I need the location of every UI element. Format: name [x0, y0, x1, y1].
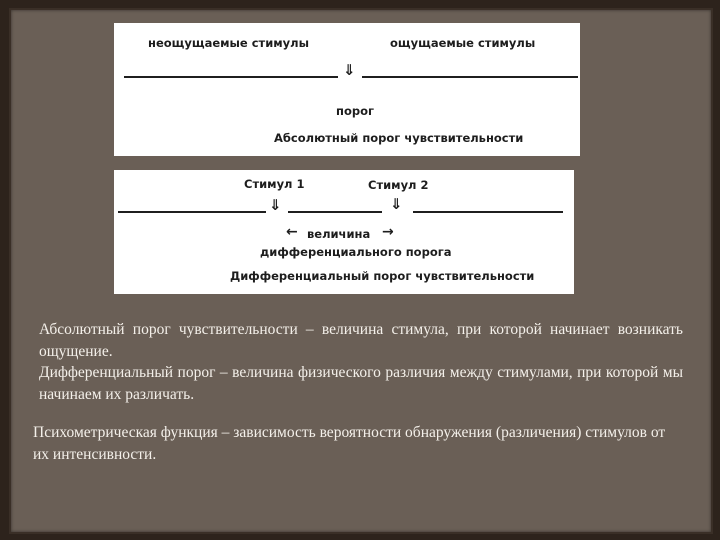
stimulus-axis-segment-1	[118, 211, 266, 213]
stimulus-2-arrow-icon: ⇓	[390, 195, 403, 213]
arrow-right-icon: →	[382, 224, 394, 240]
arrow-left-icon: ←	[286, 224, 298, 240]
stimulus-1-arrow-icon: ⇓	[269, 196, 282, 214]
threshold-label: порог	[336, 104, 374, 118]
differential-threshold-caption: Дифференциальный порог чувствительности	[230, 269, 535, 283]
absolute-threshold-caption: Абсолютный порог чувствительности	[274, 131, 524, 145]
differential-threshold-label: дифференциального порога	[260, 245, 452, 259]
stimulus-1-label: Стимул 1	[244, 177, 305, 191]
psychometric-block	[33, 422, 673, 465]
unfelt-stimuli-label: неощущаемые стимулы	[148, 36, 309, 50]
stimulus-axis-right	[362, 76, 578, 78]
absolute-threshold-diagram	[114, 23, 580, 156]
magnitude-label: величина	[307, 227, 371, 241]
psychometric-function-definition: Психометрическая функция – зависимость вероятности обнаружения (различения) стимулов от их интенсивности.	[33, 424, 666, 463]
threshold-arrow-icon: ⇓	[343, 61, 356, 79]
felt-stimuli-label: ощущаемые стимулы	[390, 36, 536, 50]
slide-frame	[9, 8, 713, 534]
stimulus-axis-segment-2	[288, 211, 382, 213]
differential-threshold-definition: Дифференциальный порог – величина физического различия между стимулами, при которой мы начинаем их различать.	[39, 364, 683, 403]
stimulus-2-label: Стимул 2	[368, 178, 429, 192]
stimulus-axis-segment-3	[413, 211, 563, 213]
definitions-block	[39, 319, 683, 405]
absolute-threshold-definition: Абсолютный порог чувствительности – величина стимула, при которой начинает возникать ощущение.	[39, 321, 683, 360]
differential-threshold-diagram	[114, 170, 574, 294]
stimulus-axis-left	[124, 76, 338, 78]
